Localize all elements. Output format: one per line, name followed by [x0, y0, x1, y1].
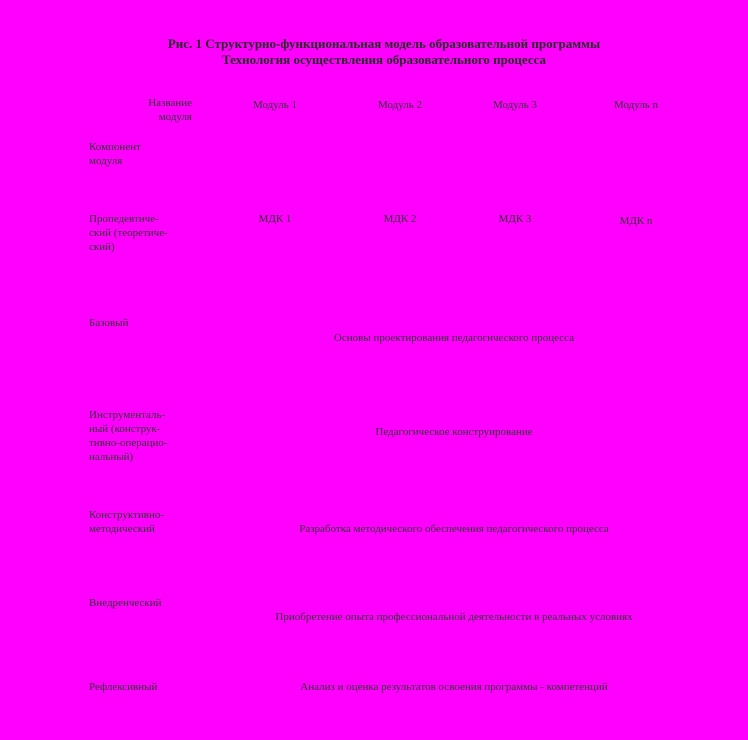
header-module-2: Модуль 2 [377, 99, 423, 111]
row-label-line: ский (теоретиче- [89, 227, 168, 239]
row-label-line: модуля [89, 155, 123, 167]
row-content-reflexive: Анализ и оценка результатов освоения программы - компетенций [300, 681, 608, 693]
row-label-instrumental [89, 408, 199, 464]
cell-mdk-3: МДК 3 [498, 213, 532, 225]
row-label-component [89, 140, 199, 168]
row-label-line: тивно-операцио- [89, 437, 168, 449]
row-label-reflexive [89, 680, 199, 694]
row-label-line: Конструктивно- [89, 509, 164, 521]
row-label-propaedeutic [89, 212, 199, 254]
row-label-line: ный (конструк- [89, 423, 161, 435]
header-module-n: Модуль n [613, 99, 659, 111]
row-label-implementation [89, 596, 199, 610]
row-label-constructive [89, 508, 199, 536]
header-row-label [110, 96, 192, 124]
row-label-line: Пропедевтиче- [89, 213, 159, 225]
row-label-line: Базовый [89, 317, 129, 329]
row-label-line: Внедренческий [89, 597, 162, 609]
row-content-instrumental: Педагогическое конструирование [375, 426, 533, 438]
row-content-constructive: Разработка методического обеспечения педагогического процесса [299, 523, 609, 535]
row-content-implementation: Приобретение опыта профессиональной деятельности в реальных условиях [275, 611, 633, 623]
figure-subtitle: Технология осуществления образовательного процесса [221, 52, 547, 67]
cell-mdk-2: МДК 2 [383, 213, 417, 225]
row-content-basic: Основы проектирования педагогического процесса [333, 332, 575, 344]
row-label-line: ский) [89, 241, 115, 253]
cell-mdk-1: МДК 1 [258, 213, 292, 225]
row-label-line: нальный) [89, 451, 134, 463]
row-label-basic [89, 316, 199, 330]
header-module-1: Модуль 1 [252, 99, 298, 111]
row-label-line: методический [89, 523, 155, 535]
cell-mdk-n: МДК n [619, 215, 653, 227]
row-label-line: Инструменталь- [89, 409, 166, 421]
header-module-3: Модуль 3 [492, 99, 538, 111]
figure-title: Рис. 1 Структурно-функциональная модель образовательной программы [167, 36, 601, 51]
row-label-line: Компонент [89, 141, 141, 153]
row-label-line: Рефлексивный [89, 681, 158, 693]
header-row-label-line-1: Название [148, 97, 192, 109]
header-row-label-line-2: модуля [158, 111, 192, 123]
